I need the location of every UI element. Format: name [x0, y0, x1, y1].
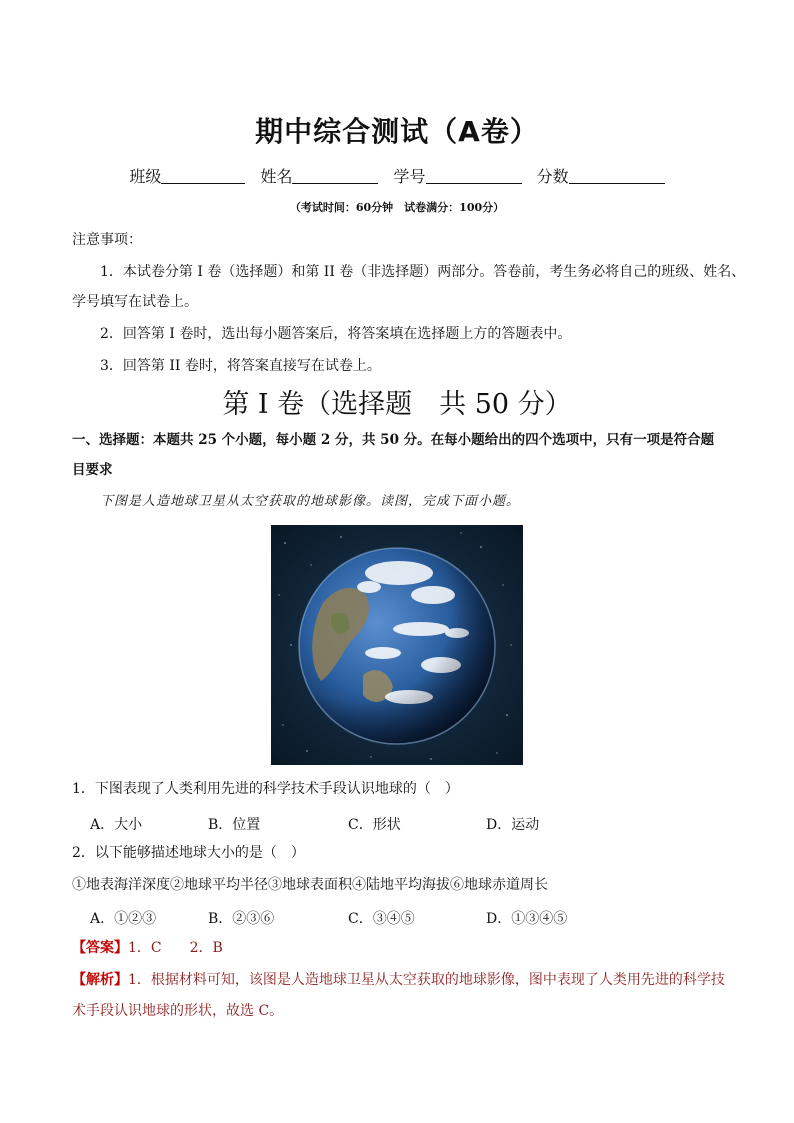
page-title: 期中综合测试（A卷） [255, 115, 539, 148]
exam-time-note: （考试时间：60分钟 试卷满分：100分） [289, 201, 505, 214]
answer-tag: 【答案】 [72, 940, 128, 956]
question-2-statement: ①地表海洋深度②地球平均半径③地球表面积④陆地平均海拔⑥地球赤道周长 [72, 877, 548, 893]
class-blank[interactable] [161, 169, 245, 184]
answer-line [72, 932, 223, 964]
section-title: 第 I 卷（选择题 共 50 分） [222, 389, 572, 420]
instructions-line-2: 目要求 [72, 462, 113, 478]
name-blank[interactable] [292, 169, 378, 184]
analysis-tag: 【解析】 [72, 972, 128, 988]
question-1-stem: 1．下图表现了人类利用先进的科学技术手段认识地球的（ ） [72, 781, 459, 797]
earth-satellite-image [271, 525, 523, 765]
number-blank[interactable] [426, 169, 522, 184]
notice-item-1-line-2: 学号填写在试卷上。 [72, 294, 198, 310]
analysis-line-1 [72, 964, 725, 996]
score-blank[interactable] [569, 169, 665, 184]
q2-option-d[interactable]: D．①③④⑤ [486, 911, 568, 927]
notice-item-2: 2．回答第 I 卷时，选出每小题答案后，将答案填在选择题上方的答题表中。 [100, 326, 572, 342]
q2-option-c[interactable]: C．③④⑤ [348, 911, 415, 927]
notice-item-1-line-1: 1．本试卷分第 I 卷（选择题）和第 II 卷（非选择题）两部分。答卷前，考生务必将自己的班级、姓名、 [100, 264, 746, 280]
q1-option-b[interactable]: B．位置 [208, 817, 261, 833]
class-label: 班级 [129, 167, 162, 186]
q2-option-a[interactable]: A．①②③ [90, 911, 157, 927]
analysis-line-2: 术手段认识地球的形状，故选 C。 [72, 1003, 284, 1019]
student-info-row [0, 164, 794, 187]
instructions-line-1: 一、选择题：本题共 25 个小题，每小题 2 分，共 50 分。在每小题给出的四个选项中，只有一项是符合题 [72, 432, 715, 448]
analysis-text-1: 1．根据材料可知，该图是人造地球卫星从太空获取的地球影像，图中表现了人类用先进的科学技 [128, 972, 725, 988]
q2-option-b[interactable]: B．②③⑥ [208, 911, 275, 927]
q1-option-a[interactable]: A．大小 [90, 817, 143, 833]
notice-heading: 注意事项： [72, 232, 142, 248]
notice-item-3: 3．回答第 II 卷时，将答案直接写在试卷上。 [100, 358, 381, 374]
earth-illustration [271, 525, 523, 765]
answer-text: 1．C 2．B [128, 940, 223, 956]
q1-option-c[interactable]: C．形状 [348, 817, 401, 833]
question-2-stem: 2．以下能够描述地球大小的是（ ） [72, 845, 305, 861]
figure-intro: 下图是人造地球卫星从太空获取的地球影像。读图，完成下面小题。 [100, 494, 521, 509]
score-label: 分数 [536, 167, 569, 186]
name-label: 姓名 [260, 167, 293, 186]
number-label: 学号 [393, 167, 426, 186]
q1-option-d[interactable]: D．运动 [486, 817, 540, 833]
